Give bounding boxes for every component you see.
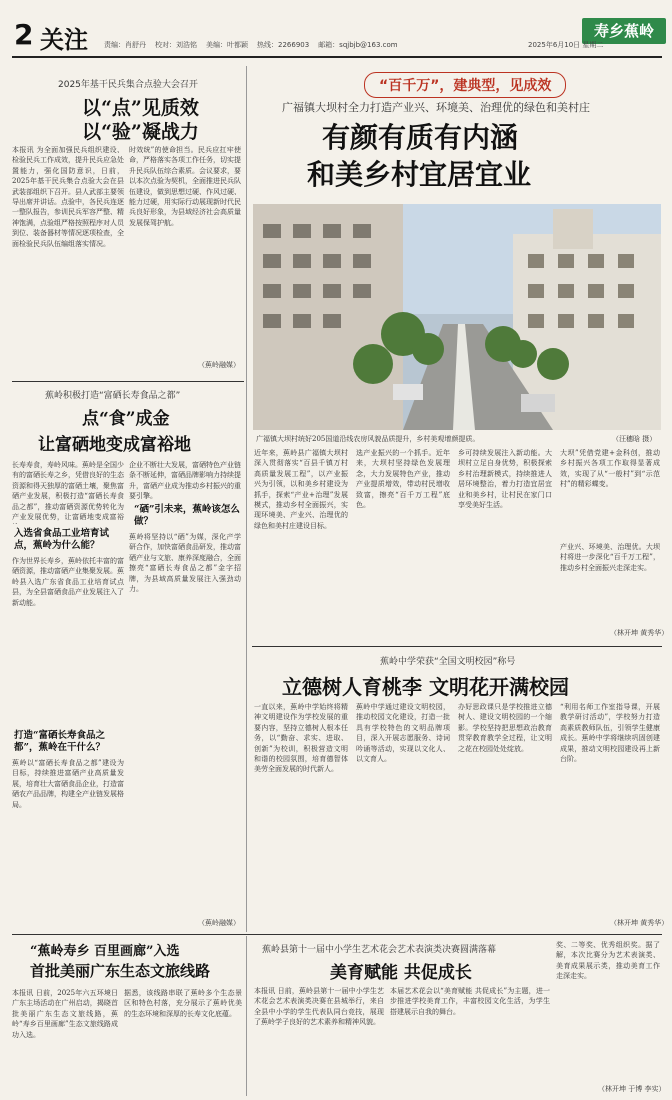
article-lead: 蕉岭积极打造“富硒长寿食品之都” xyxy=(45,391,181,401)
sub-heading: 入选省食品工业培育试点，蕉岭为什么能？ xyxy=(14,528,110,551)
photo-caption: 广福镇大坝村统好205国道沿线农房风貌品质提升，乡村美观增颜提质。 xyxy=(256,435,480,443)
article-title: 让富硒地变成富裕地 xyxy=(38,435,191,455)
article-title: 以“验”凝战力 xyxy=(82,121,199,143)
article-title: 首批美丽广东生态文旅线路 xyxy=(30,962,211,980)
article-body: 蕉岭中学通过建设文明校园，推动校园文化建设，打造一批具有学校特色的文明品牌项目，深入开展志愿服务、诗词吟诵等活动，实现以文化人、以文育人。 xyxy=(356,703,450,764)
meta-item: 美编：叶都颖 xyxy=(206,41,248,49)
article-signature: （蕉岭融媒） xyxy=(198,361,240,369)
article-title: 有颜有质有内涵 xyxy=(322,121,519,154)
meta-item: 邮箱：sqjbjb@163.com xyxy=(318,41,398,49)
article-body: 作为世界长寿乡，蕉岭依托丰富的富硒资源，推动富硒产业集聚发展。蕉岭县入选广东省食品工业培育试点县，为全县富硒食品产业发展注入了新动能。 xyxy=(12,557,124,607)
village-photo-illustration xyxy=(253,204,661,430)
newspaper-logo: 寿乡蕉岭 xyxy=(582,18,666,44)
article-body: 选产业振兴的一个抓手。近年来，大坝村坚持绿色发展理念，大力发展特色产业，推动产业提质增效，带动村民增收致富，擦亮“百千万工程”底色。 xyxy=(356,449,450,510)
article-body: “利用名师工作室指导课，开展教学研讨活动”，学校努力打造高素质教师队伍，引领学生健康成长。蕉岭中学将继续巩固创建成果，推动文明校园建设再上新台阶。 xyxy=(560,703,660,764)
divider xyxy=(12,381,244,382)
article-body: 本届艺术花会以“美育赋能 共促成长”为主题，进一步推进学校美育工作，丰富校园文化生活，为学生搭建展示自我的舞台。 xyxy=(390,987,550,1016)
divider xyxy=(252,646,662,647)
article-body: 蕉岭将坚持以“硒”为媒，深化产学研合作，加快富硒食品研发，推动富硒产业与文旅、康养深度融合，全面擦亮“富硒长寿食品之都”金字招牌，为县域高质量发展注入强劲动力。 xyxy=(129,533,241,594)
article-title: 和美乡村宜居宜业 xyxy=(307,158,532,191)
article-title: 美育赋能 共促成长 xyxy=(330,963,472,983)
meta-item: 校对：刘浩铭 xyxy=(155,41,197,49)
column-rule xyxy=(246,936,247,1096)
meta-item: 责编：肖舒丹 xyxy=(104,41,146,49)
meta-item: 热线：2266903 xyxy=(257,41,310,49)
section-title: 关注 xyxy=(40,26,88,54)
article-lead: 蕉岭中学荣获“全国文明校园”称号 xyxy=(380,657,516,667)
article-body: 乡可持续发展注入新动能。大坝村立足自身优势，积极探索乡村治理新模式，持续推进人居环境整治，着力打造宜居宜业和美乡村，让村民在家门口享受美好生活。 xyxy=(458,449,552,510)
article-lead: 蕉岭县第十一届中小学生艺术花会艺术表演类决赛圆满落幕 xyxy=(262,945,497,955)
article-title: 以“点”见质效 xyxy=(82,97,199,119)
article-body: 产业兴、环境美、治理优。大坝村将进一步深化“百千万工程”，推动乡村全面振兴走深走实。 xyxy=(560,543,660,572)
article-body: 蕉岭以“富硒长寿食品之都”建设为目标，持续推进富硒产业高质量发展，培育壮大富硒食品企业，打造富硒农产品品牌，构建全产业链发展格局。 xyxy=(12,759,124,809)
article-signature: （蕉岭融媒） xyxy=(198,919,240,927)
article-body: 长寿寿食，寿岭风味。蕉岭是全国少有的富硒长寿之乡，凭借良好的生态资源和得天独厚的富硒土壤，聚焦富硒产业发展，积极打造“富硒长寿食品之都”，推动富硒资源优势转化为产业发展优势，让富硒地变成富裕 xyxy=(12,461,124,522)
campaign-tag: “百千万”，建典型，见成效 xyxy=(364,72,566,98)
article-signature: （林开坤 黄秀华） xyxy=(610,919,669,927)
article-body: 本报讯 日前，2025年六五环境日广东主场活动在广州启动，揭晓首批美丽广东生态文旅线路，蕉岭“寿乡百里画廊”生态文旅线路成功入选。 xyxy=(12,989,118,1039)
article-body: 本报讯 为全面加强民兵组织建设、检验民兵工作成效，提升民兵应急处置能力，强化国防意识，日前，2025年基干民兵集合点验大会在县武装部组织下召开。县人武部主要领导出席并讲话。点验中，各民兵连逐一整队报告，参训民兵军容严整、精神饱满，点验组严格按照程序对人员到位、装备器材等情况逐项检查，全面检验民兵队伍编组落实情况。 xyxy=(12,146,124,248)
article-signature: （林开坤 黄秀华） xyxy=(610,629,669,637)
editor-info xyxy=(104,40,544,50)
article-body: 办好思政课只是学校推进立德树人、建设文明校园的一个缩影。学校坚持把思想政治教育贯穿教育教学全过程，让文明之花在校园处处绽放。 xyxy=(458,703,552,753)
sub-heading: “硒”引未来，蕉岭该怎么做？ xyxy=(134,504,240,527)
article-title: 点“食”成金 xyxy=(82,409,170,429)
article-body: 本报讯 日前，蕉岭县第十一届中小学生艺术花会艺术表演类决赛在县城举行，来自全县中小学的学生代表队同台竞技，展现了蕉岭学子良好的艺术素养和精神风貌。 xyxy=(254,987,384,1027)
article-subtitle: 广福镇大坝村全力打造产业兴、环境美、治理优的绿色和美村庄 xyxy=(282,101,590,114)
article-body: 近年来，蕉岭县广福镇大坝村深入贯彻落实“百县千镇万村高质量发展工程”，以产业振兴为引领，以和美乡村建设为抓手，探索“产业+治理”发展模式，推动乡村全面振兴，实现环境美、产业兴、治理优的绿色和美村庄建设目标。 xyxy=(254,449,348,530)
column-rule xyxy=(246,66,247,932)
village-street-photo xyxy=(253,204,661,430)
article-title: 立德树人育桃李 文明花开满校园 xyxy=(282,675,569,699)
article-body: 大坝”凭借党建+金科创，推动乡村振兴各项工作取得显著成效，实现了从“一般村”到“示范村”的精彩蝶变。 xyxy=(560,449,660,489)
article-body: 企业不断壮大发展，富硒特色产业链条不断延伸，富硒品牌影响力持续提升，富硒产业成为推动乡村振兴的重要引擎。 xyxy=(129,461,241,500)
article-body: 时效统”的使命担当。民兵应扛牢使命，严格落实各项工作任务，切实提升民兵队伍综合素质。会议要求，要以本次点验为契机，全面推进民兵队伍建设，做到思想过硬、作风过硬、能力过硬，用实际行动展现新时代民兵良好形象，为县域经济社会高质量发展保驾护航。 xyxy=(129,146,241,227)
article-body: 奖、二等奖、优秀组织奖。据了解，本次比赛分为艺术表演类、美育成果展示类，推动美育工作走深走实。 xyxy=(556,941,660,981)
page-number: 2 xyxy=(14,18,34,51)
article-lead: 2025年基干民兵集合点验大会召开 xyxy=(58,80,198,90)
sub-heading: 打造“富硒长寿食品之都”，蕉岭在干什么？ xyxy=(14,730,105,753)
article-body: 据悉，该线路串联了蕉岭多个生态景区和特色村落，充分展示了蕉岭优美的生态环境和深厚的长寿文化底蕴。 xyxy=(124,989,242,1018)
issue-date: 2025年6月10日 星期二 xyxy=(528,41,604,49)
article-signature: （林开坤 于博 李实） xyxy=(598,1085,666,1093)
article-title: “蕉岭寿乡 百里画廊”入选 xyxy=(30,944,180,959)
article-body: 一直以来，蕉岭中学始终将精神文明建设作为学校发展的重要内容，坚持立德树人根本任务，以“勤奋、求实、进取、创新”为校训，积极营造文明和谐的校园氛围，培育德智体美劳全面发展的时代新人。 xyxy=(254,703,348,774)
divider xyxy=(12,934,662,935)
photo-credit: （汪穗晗 摄） xyxy=(612,435,657,443)
header-rule xyxy=(12,56,662,58)
